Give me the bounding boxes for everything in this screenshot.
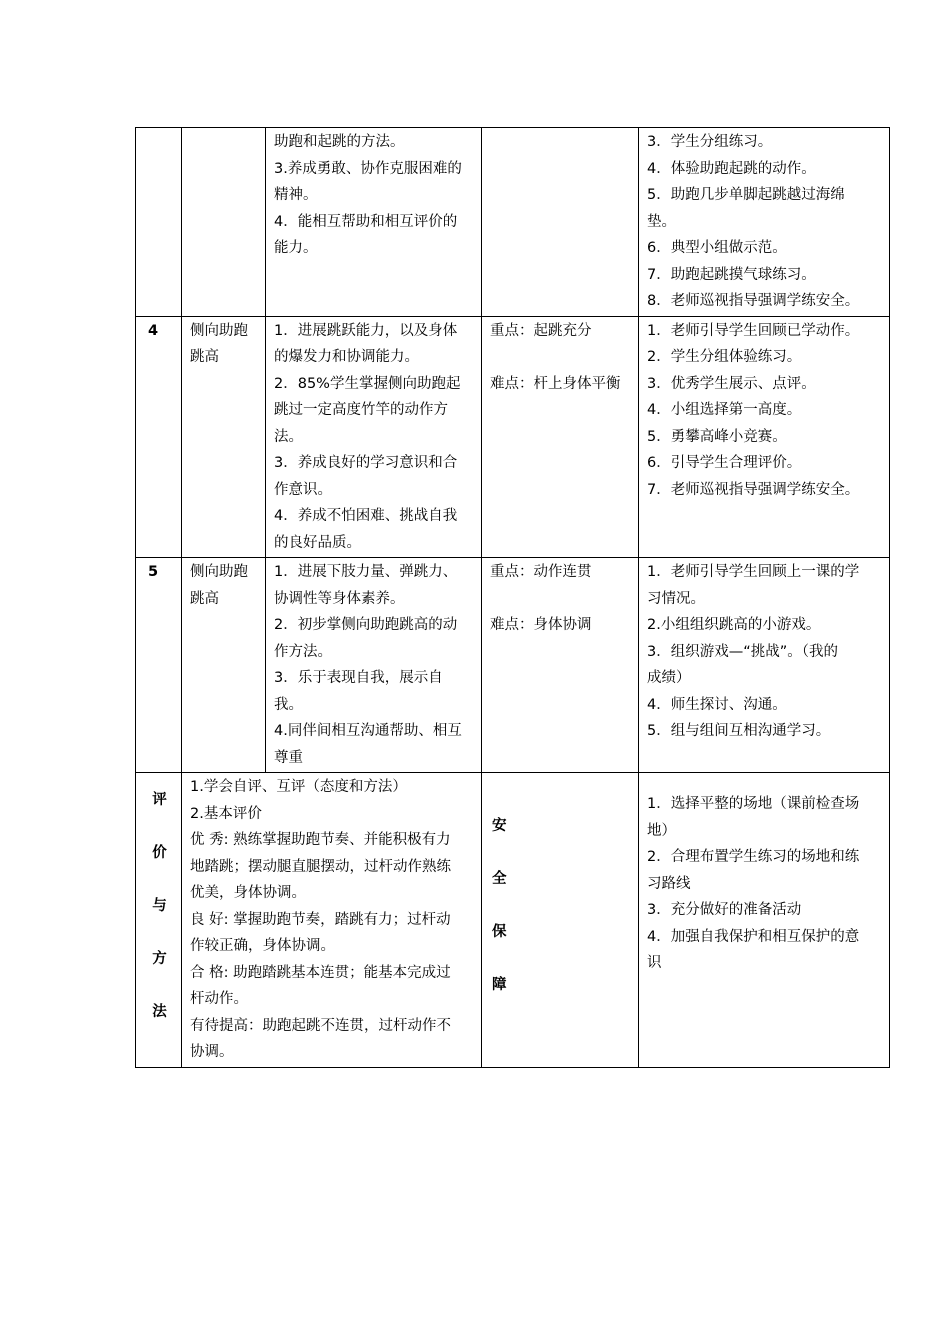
key-point-line: 重点：起跳充分 <box>490 322 592 339</box>
process-line: 1．老师引导学生回顾已学动作。 <box>647 322 860 339</box>
difficulty-line: 难点：杆上身体平衡 <box>490 375 621 392</box>
goal-line: 精神。 <box>274 187 318 203</box>
process-cell <box>639 128 890 317</box>
goal-line: 作方法。 <box>274 643 332 660</box>
key-point-line: 重点：动作连贯 <box>490 564 592 580</box>
goal-line: 尊重 <box>274 749 303 766</box>
evaluation-line: 优美，身体协调。 <box>190 885 306 901</box>
lesson-number-cell: 4 <box>136 316 182 558</box>
key-points-cell <box>482 558 639 773</box>
safety-line: 2．合理布置学生练习的场地和练 <box>647 849 860 865</box>
goal-line: 协调性等身体素养。 <box>274 590 405 607</box>
safety-line: 识 <box>647 955 662 971</box>
safety-label-char: 保 <box>492 924 507 940</box>
evaluation-line: 优 秀: 熟练掌握助跑节奏、并能积极有力 <box>190 832 451 848</box>
goal-line: 法。 <box>274 428 303 445</box>
evaluation-line: 合 格: 助跑踏跳基本连贯；能基本完成过 <box>190 964 451 981</box>
evaluation-line: 杆动作。 <box>190 991 248 1007</box>
key-points-cell <box>482 128 639 317</box>
goal-line: 2．初步掌侧向助跑跳高的动 <box>274 617 458 633</box>
evaluation-line: 1.学会自评、互评（态度和方法） <box>190 779 407 795</box>
goal-line: 4.同伴间相互沟通帮助、相互 <box>274 723 462 739</box>
safety-content-cell <box>639 773 890 1068</box>
evaluation-content-cell <box>182 773 482 1068</box>
evaluation-label-char: 方 <box>152 951 167 967</box>
process-line: 4．小组选择第一高度。 <box>647 402 802 418</box>
evaluation-line: 有待提高：助跑起跳不连贯，过杆动作不 <box>190 1017 451 1034</box>
process-line: 1．老师引导学生回顾上一课的学 <box>647 564 860 580</box>
process-line: 3．优秀学生展示、点评。 <box>647 375 816 392</box>
safety-label-char: 安 <box>492 818 507 834</box>
lesson-goals-cell <box>266 128 482 317</box>
goal-line: 的爆发力和协调能力。 <box>274 349 419 365</box>
goal-line: 2．85%学生掌握侧向助跑起 <box>274 375 461 392</box>
safety-line: 3．充分做好的准备活动 <box>647 902 802 918</box>
process-line: 4．师生探讨、沟通。 <box>647 696 787 713</box>
evaluation-label-char: 价 <box>152 845 167 861</box>
evaluation-label-char: 法 <box>152 1004 167 1020</box>
safety-line: 4．加强自我保护和相互保护的意 <box>647 928 860 945</box>
lesson-number-cell <box>136 128 182 317</box>
topic-line: 跳高 <box>190 349 219 365</box>
goal-line: 我。 <box>274 696 303 713</box>
goal-line: 1．进展下肢力量、弹跳力、 <box>274 564 458 580</box>
lesson-goals-cell <box>266 316 482 558</box>
process-line: 5．助跑几步单脚起跳越过海绵 <box>647 187 845 203</box>
goal-line: 3．乐于表现自我，展示自 <box>274 670 443 686</box>
goal-line: 3.养成勇敢、协作克服困难的 <box>274 160 462 177</box>
goal-line: 1．进展跳跃能力，以及身体 <box>274 322 458 339</box>
evaluation-line: 良 好: 掌握助跑节奏，踏跳有力；过杆动 <box>190 911 451 928</box>
goal-line: 跳过一定高度竹竿的动作方 <box>274 402 448 418</box>
process-line: 8．老师巡视指导强调学练安全。 <box>647 293 860 309</box>
evaluation-line: 2.基本评价 <box>190 805 262 822</box>
topic-line: 侧向助跑 <box>190 322 248 339</box>
evaluation-line: 协调。 <box>190 1044 234 1060</box>
goal-line: 4．养成不怕困难、挑战自我 <box>274 508 458 524</box>
process-line: 2．学生分组体验练习。 <box>647 349 802 365</box>
process-line: 5．勇攀高峰小竞赛。 <box>647 428 787 445</box>
process-cell <box>639 316 890 558</box>
process-cell <box>639 558 890 773</box>
table-row <box>136 316 890 558</box>
safety-line: 习路线 <box>647 875 691 892</box>
process-line: 7．老师巡视指导强调学练安全。 <box>647 481 860 498</box>
goal-line: 能力。 <box>274 240 318 256</box>
process-line: 成绩） <box>647 670 691 686</box>
process-line: 习情况。 <box>647 590 705 607</box>
process-line: 6．引导学生合理评价。 <box>647 455 802 471</box>
process-line: 垫。 <box>647 213 676 230</box>
evaluation-label-cell <box>136 773 182 1068</box>
safety-label-char: 全 <box>492 871 507 887</box>
lesson-topic-cell <box>182 558 266 773</box>
safety-label-char: 障 <box>492 977 507 993</box>
goal-line: 3．养成良好的学习意识和合 <box>274 455 458 471</box>
process-line: 2.小组组织跳高的小游戏。 <box>647 617 821 633</box>
process-line: 5．组与组间互相沟通学习。 <box>647 723 831 739</box>
difficulty-line: 难点：身体协调 <box>490 617 592 633</box>
safety-label-cell <box>482 773 639 1068</box>
evaluation-label-char: 与 <box>152 898 167 914</box>
process-line: 7．助跑起跳摸气球练习。 <box>647 266 816 283</box>
lesson-goals-cell <box>266 558 482 773</box>
lesson-plan-table <box>135 127 890 1068</box>
goal-line: 助跑和起跳的方法。 <box>274 134 405 150</box>
process-line: 3．学生分组练习。 <box>647 134 773 150</box>
topic-line: 侧向助跑 <box>190 564 248 580</box>
table-row <box>136 558 890 773</box>
safety-line: 地） <box>647 822 676 839</box>
lesson-number-cell: 5 <box>136 558 182 773</box>
topic-line: 跳高 <box>190 590 219 607</box>
lesson-topic-cell <box>182 128 266 317</box>
goal-line: 4．能相互帮助和相互评价的 <box>274 213 458 230</box>
lesson-topic-cell <box>182 316 266 558</box>
table-row <box>136 773 890 1068</box>
process-line: 6．典型小组做示范。 <box>647 240 787 256</box>
safety-line: 1．选择平整的场地（课前检查场 <box>647 796 860 812</box>
evaluation-line: 作较正确，身体协调。 <box>190 938 335 954</box>
key-points-cell <box>482 316 639 558</box>
goal-line: 的良好品质。 <box>274 534 361 551</box>
process-line: 3．组织游戏—“挑战”。（我的 <box>647 643 838 660</box>
evaluation-line: 地踏跳；摆动腿直腿摆动，过杆动作熟练 <box>190 858 451 875</box>
goal-line: 作意识。 <box>274 481 332 498</box>
table-row <box>136 128 890 317</box>
process-line: 4．体验助跑起跳的动作。 <box>647 160 816 177</box>
evaluation-label-char: 评 <box>152 792 167 808</box>
